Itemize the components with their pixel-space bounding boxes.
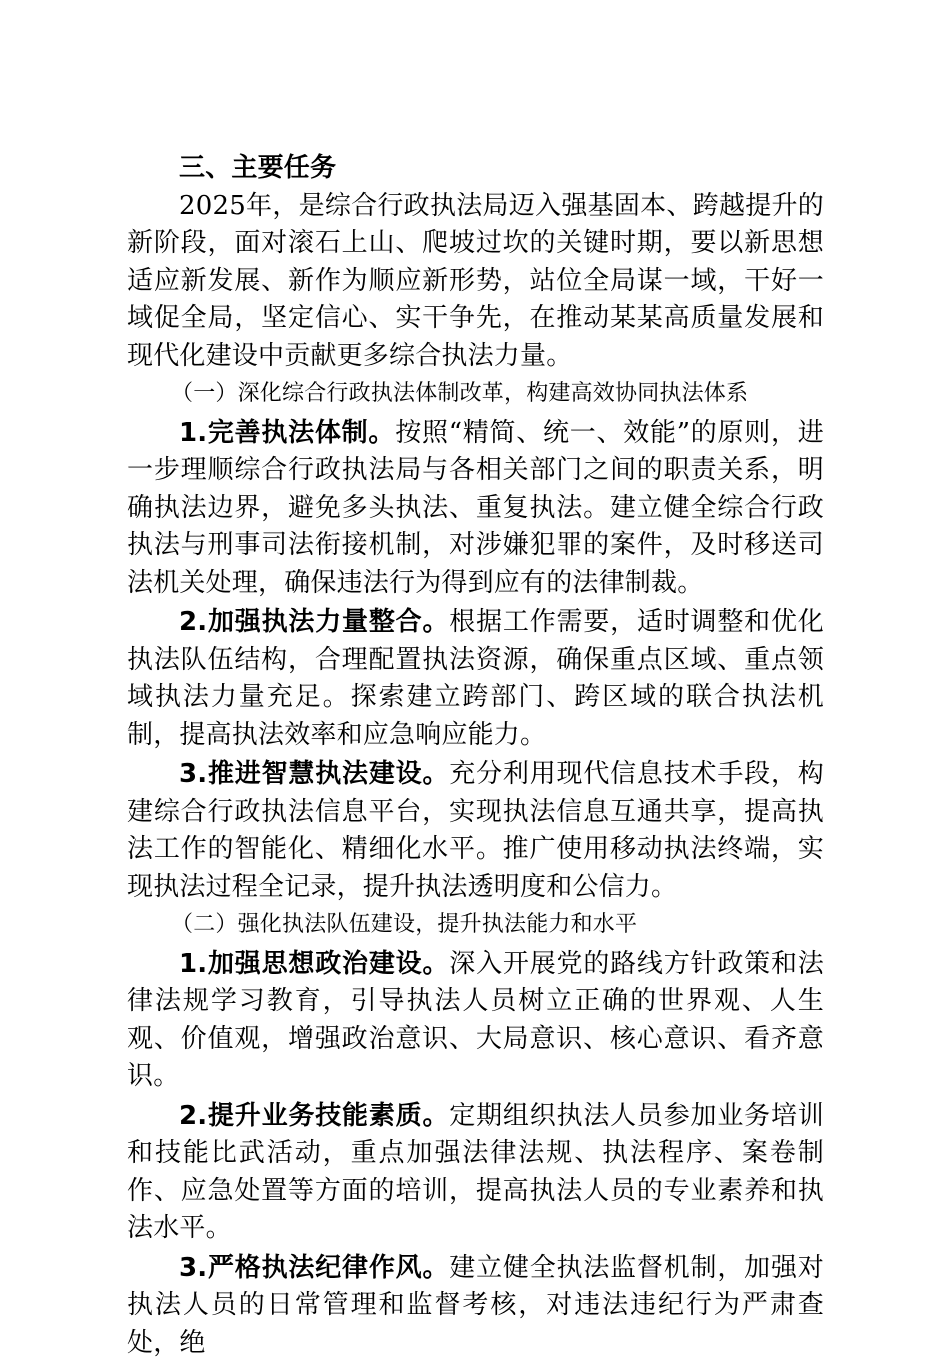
task-body: 按照“精简、统一、效能”的原则，进一步理顺综合行政执法局与各相关部门之间的职责关系，明确执法边界，避免多头执法、重复执法。建立健全综合行政执法与刑事司法衔接机制，对涉嫌犯罪的案件，及时移送司法机关处理，确保违法行为得到应有的法律制裁。: [127, 418, 824, 598]
task-paragraph-1-3: [127, 756, 824, 906]
task-body: 建立健全执法监督机制，加强对执法人员的日常管理和监督考核，对违法违纪行为严肃查处，绝: [127, 1253, 824, 1358]
subsection-heading-2: （二）强化执法队伍建设，提升执法能力和水平: [127, 906, 824, 944]
task-paragraph-1-1: [127, 415, 824, 603]
task-lead: 3.严格执法纪律作风。: [179, 1253, 449, 1283]
intro-paragraph: 2025年，是综合行政执法局迈入强基固本、跨越提升的新阶段，面对滚石上山、爬坡过坎的关键时期，要以新思想适应新发展、新作为顺应新形势，站位全局谋一域，干好一域促全局，坚定信心、实干争先，在推动某某高质量发展和现代化建设中贡献更多综合执法力量。: [127, 188, 824, 376]
task-paragraph-2-3: [127, 1250, 824, 1362]
task-body: 根据工作需要，适时调整和优化执法队伍结构，合理配置执法资源，确保重点区域、重点领域执法力量充足。探索建立跨部门、跨区域的联合执法机制，提高执法效率和应急响应能力。: [127, 607, 824, 750]
task-paragraph-2-2: [127, 1098, 824, 1248]
task-body: 充分利用现代信息技术手段，构建综合行政执法信息平台，实现执法信息互通共享，提高执法工作的智能化、精细化水平。推广使用移动执法终端，实现执法过程全记录，提升执法透明度和公信力。: [127, 759, 824, 902]
task-lead: 2.提升业务技能素质。: [179, 1101, 449, 1131]
task-paragraph-2-1: [127, 946, 824, 1096]
task-lead: 1.加强思想政治建设。: [179, 949, 449, 979]
task-lead: 1.完善执法体制。: [179, 418, 395, 448]
task-lead: 2.加强执法力量整合。: [179, 607, 449, 637]
task-lead: 3.推进智慧执法建设。: [179, 759, 449, 789]
section-heading: 三、主要任务: [127, 150, 824, 188]
task-body: 深入开展党的路线方针政策和法律法规学习教育，引导执法人员树立正确的世界观、人生观、价值观，增强政治意识、大局意识、核心意识、看齐意识。: [127, 949, 824, 1092]
document-body: [127, 150, 824, 1362]
task-paragraph-1-2: [127, 604, 824, 754]
task-body: 定期组织执法人员参加业务培训和技能比武活动，重点加强法律法规、执法程序、案卷制作、应急处置等方面的培训，提高执法人员的专业素养和执法水平。: [127, 1101, 824, 1244]
subsection-heading-1: （一）深化综合行政执法体制改革，构建高效协同执法体系: [127, 375, 824, 413]
